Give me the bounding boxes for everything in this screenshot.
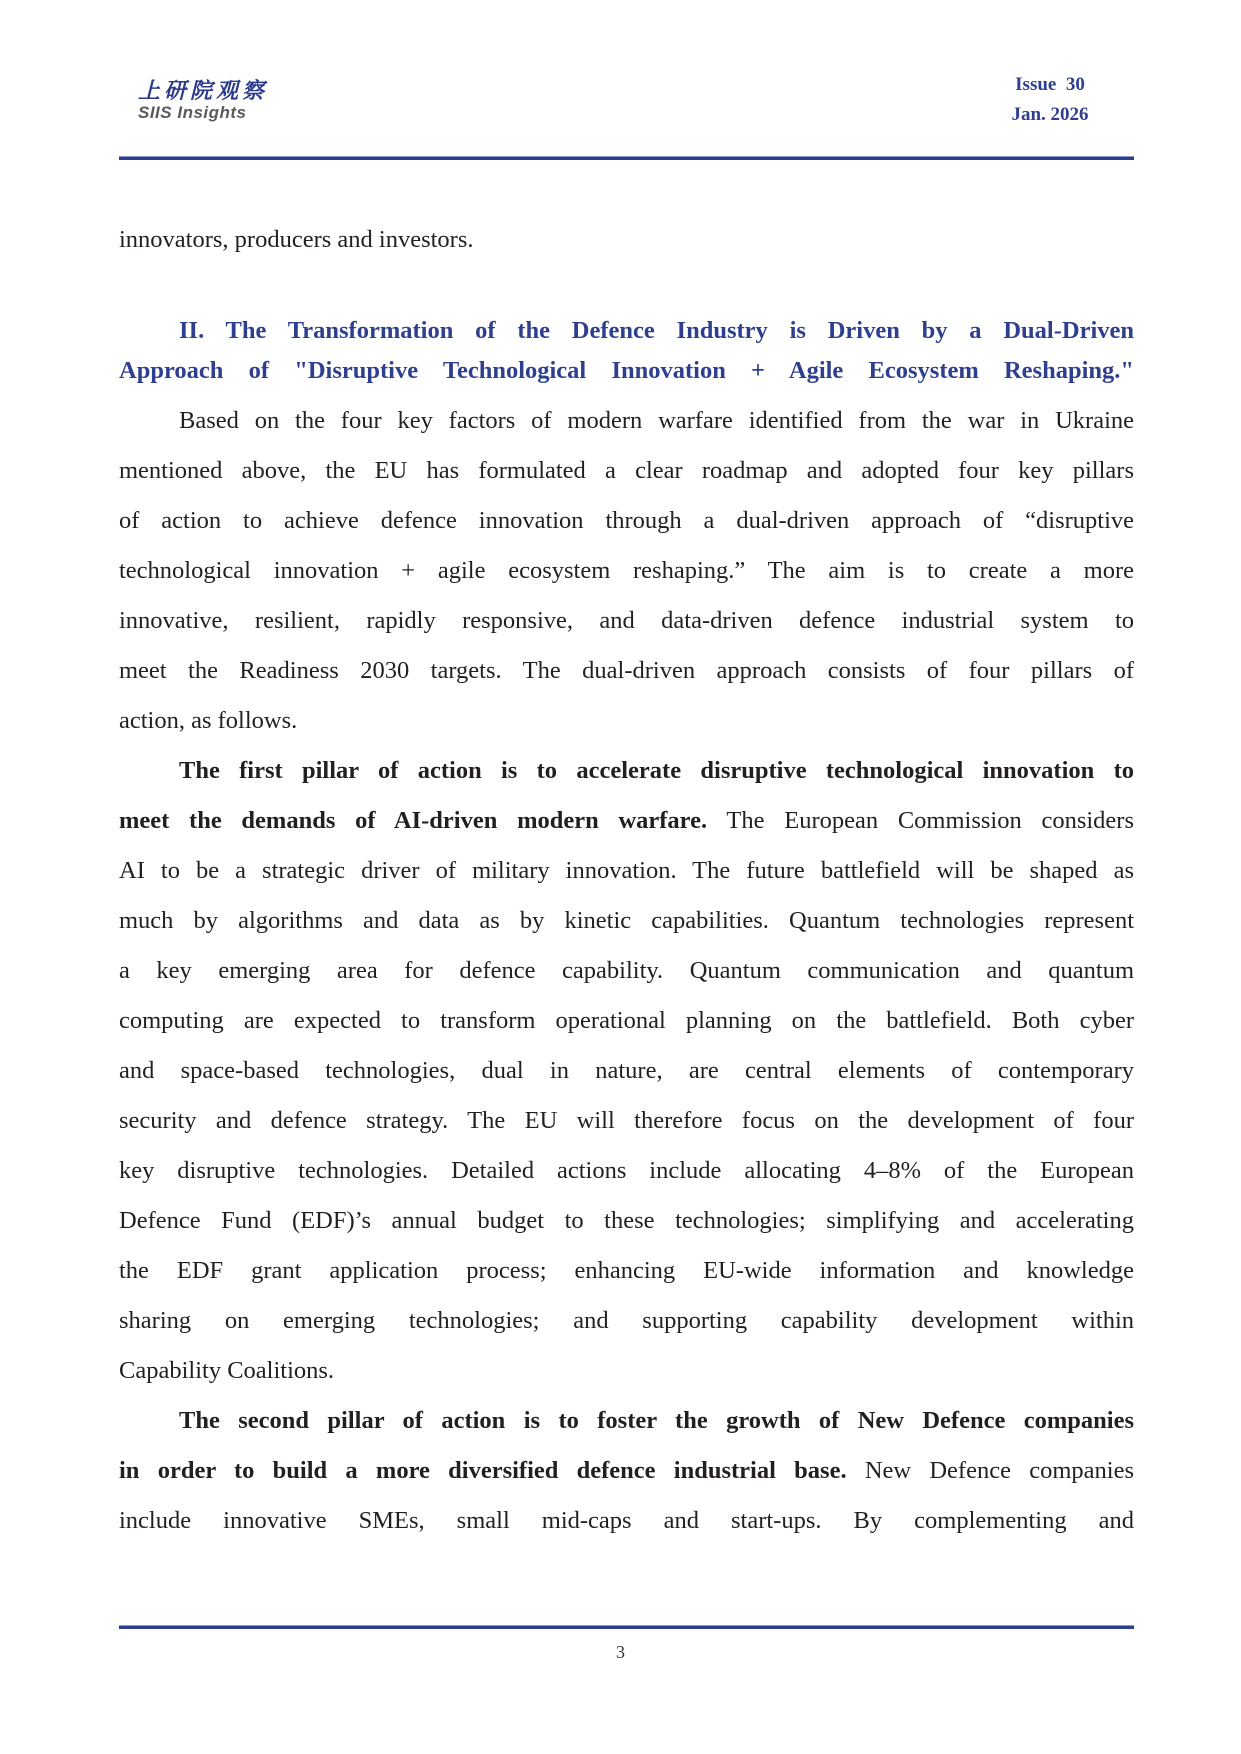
paragraph-2-line: computing are expected to transform operational planning on the battlefield. Both cyber [119, 1007, 1134, 1034]
paragraph-1-line: Based on the four key factors of modern warfare identified from the war in Ukraine [179, 407, 1134, 434]
paragraph-2-line: Capability Coalitions. [119, 1357, 335, 1384]
paragraph-2-line: the EDF grant application process; enhancing EU-wide information and knowledge [119, 1257, 1134, 1284]
paragraph-1-line: innovative, resilient, rapidly responsive, and data-driven defence industrial system to [119, 607, 1134, 634]
header-divider [119, 156, 1134, 160]
pillar-2-text: New Defence companies [846, 1457, 1134, 1484]
carryover-line: innovators, producers and investors. [119, 226, 474, 253]
page-number: 3 [616, 1642, 625, 1662]
paragraph-1-line: technological innovation + agile ecosystem reshaping.” The aim is to create a more [119, 557, 1134, 584]
issue-number: Issue 30 [1015, 74, 1085, 95]
paragraph-2-line: security and defence strategy. The EU will therefore focus on the development of four [119, 1107, 1134, 1134]
issue-date: Jan. 2026 [1011, 104, 1089, 125]
pillar-2-line-2 [119, 1457, 1134, 1487]
paragraph-2-line: key disruptive technologies. Detailed actions include allocating 4–8% of the European [119, 1157, 1134, 1184]
paragraph-2-line: a key emerging area for defence capability. Quantum communication and quantum [119, 957, 1134, 984]
pillar-1-title-line-2: meet the demands of AI-driven modern warfare. [119, 807, 708, 834]
paragraph-1-line: meet the Readiness 2030 targets. The dual-driven approach consists of four pillars of [119, 657, 1134, 684]
pillar-1-text: The European Commission considers [707, 807, 1134, 834]
paragraph-2-line: Defence Fund (EDF)’s annual budget to these technologies; simplifying and accelerating [119, 1207, 1134, 1234]
pillar-2-title-line-1: The second pillar of action is to foster the growth of New Defence companies [179, 1407, 1134, 1434]
pillar-1-title-line-1: The first pillar of action is to accelerate disruptive technological innovation to [179, 757, 1134, 784]
pillar-2-title-line-2: in order to build a more diversified defence industrial base. [119, 1457, 847, 1484]
paragraph-2-line: much by algorithms and data as by kinetic capabilities. Quantum technologies represent [119, 907, 1134, 934]
section-heading-line-1: II. The Transformation of the Defence Industry is Driven by a Dual-Driven [179, 317, 1134, 344]
paragraph-1-line: mentioned above, the EU has formulated a clear roadmap and adopted four key pillars [119, 457, 1134, 484]
logo-chinese-title: 上研院观察 [138, 78, 269, 104]
paragraph-2-line: sharing on emerging technologies; and supporting capability development within [119, 1307, 1134, 1334]
paragraph-3-line: include innovative SMEs, small mid-caps and start-ups. By complementing and [119, 1507, 1134, 1534]
paragraph-2-line: AI to be a strategic driver of military innovation. The future battlefield will be shaped as [119, 857, 1134, 884]
section-heading-line-2: Approach of "Disruptive Technological Innovation + Agile Ecosystem Reshaping." [119, 357, 1134, 384]
footer-divider [119, 1625, 1134, 1629]
paragraph-1-line: of action to achieve defence innovation through a dual-driven approach of “disruptive [119, 507, 1134, 534]
paragraph-1-line: action, as follows. [119, 707, 298, 734]
paragraph-2-line: and space-based technologies, dual in nature, are central elements of contemporary [119, 1057, 1134, 1084]
pillar-1-line-2 [119, 807, 1134, 837]
logo-english-title: SIIS Insights [138, 103, 247, 122]
